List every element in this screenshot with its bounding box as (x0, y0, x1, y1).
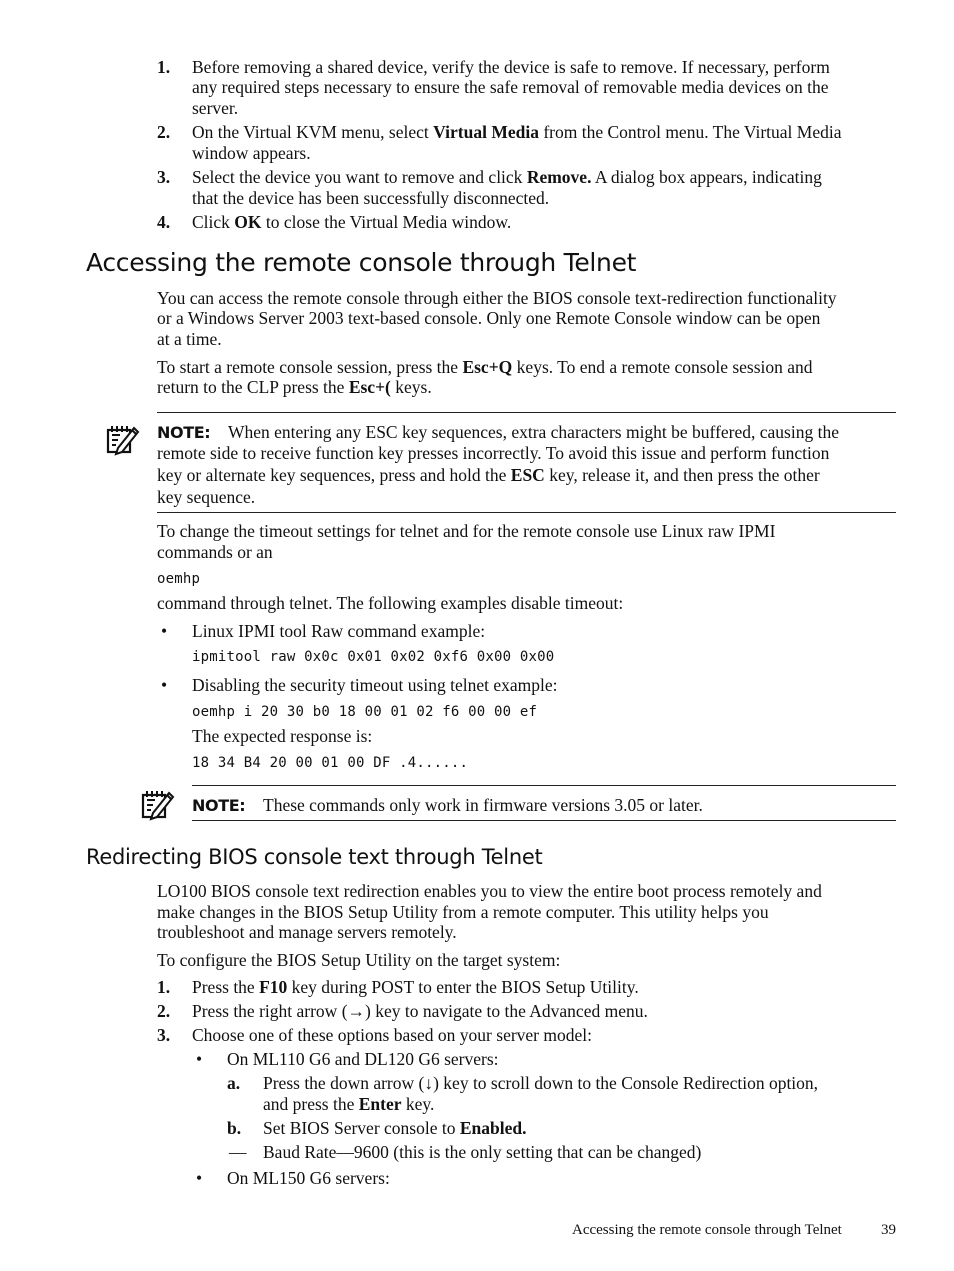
code-line: ipmitool raw 0x0c 0x01 0x02 0xf6 0x00 0x00 (192, 649, 555, 665)
step-text-line: that the device has been successfully disconnected. (192, 188, 550, 208)
note-text-line: key or alternate key sequences, press and hold the ESC key, release it, and then press the other (157, 465, 820, 485)
footer-title: Accessing the remote console through Telnet (572, 1222, 842, 1238)
step-text-line: window appears. (192, 143, 311, 163)
paragraph-line: To configure the BIOS Setup Utility on the target system: (157, 950, 561, 970)
step-number: 2. (157, 1001, 171, 1021)
paragraph-line: To start a remote console session, press the Esc+Q keys. To end a remote console session and (157, 357, 813, 377)
subsection-heading: Redirecting BIOS console text through Telnet (86, 845, 543, 869)
paragraph-line: at a time. (157, 329, 222, 349)
paragraph-line: command through telnet. The following examples disable timeout: (157, 593, 624, 613)
paragraph-line: The expected response is: (192, 726, 373, 746)
paragraph-line: commands or an (157, 542, 273, 562)
note-bottom-rule (157, 512, 896, 513)
note-label: NOTE: (192, 796, 246, 815)
note-icon (141, 789, 175, 826)
step-text-line: Before removing a shared device, verify the device is safe to remove. If necessary, perform (192, 57, 830, 77)
step-text-line: Press the right arrow (→) key to navigate to the Advanced menu. (192, 1001, 648, 1021)
bullet-mark: • (161, 675, 168, 695)
paragraph-line: or a Windows Server 2003 text-based console. Only one Remote Console window can be open (157, 308, 821, 328)
inline-code: oemhp (157, 571, 201, 587)
note-icon (106, 424, 140, 461)
substep-letter: a. (227, 1073, 241, 1093)
step-text-line: server. (192, 98, 239, 118)
step-text-line: On the Virtual KVM menu, select Virtual Media from the Control menu. The Virtual Media (192, 122, 842, 142)
note-text-line: remote side to receive function key presses incorrectly. To avoid this issue and perform function (157, 443, 830, 463)
step-number: 3. (157, 167, 171, 187)
dash-mark: — (229, 1142, 247, 1162)
note-label: NOTE: (157, 423, 211, 442)
bullet-text: Linux IPMI tool Raw command example: (192, 621, 486, 641)
step-text-line: Click OK to close the Virtual Media window. (192, 212, 512, 232)
step-number: 2. (157, 122, 171, 142)
note-text-line: When entering any ESC key sequences, extra characters might be buffered, causing the (228, 422, 839, 442)
substep-letter: b. (227, 1118, 242, 1138)
step-number: 3. (157, 1025, 171, 1045)
paragraph-line: make changes in the BIOS Setup Utility from a remote computer. This utility helps you (157, 902, 769, 922)
code-line: 18 34 B4 20 00 01 00 DF .4...... (192, 755, 469, 771)
bullet-mark: • (196, 1049, 203, 1069)
section-heading: Accessing the remote console through Telnet (86, 248, 637, 277)
paragraph-line: You can access the remote console through either the BIOS console text-redirection functionality (157, 288, 837, 308)
substep-text-line: and press the Enter key. (263, 1094, 435, 1114)
note-bottom-rule (192, 820, 896, 821)
page-number: 39 (881, 1222, 896, 1238)
step-text-line: Press the F10 key during POST to enter the BIOS Setup Utility. (192, 977, 639, 997)
step-number: 4. (157, 212, 171, 232)
bullet-mark: • (196, 1168, 203, 1188)
bullet-mark: • (161, 621, 168, 641)
paragraph-line: return to the CLP press the Esc+( keys. (157, 377, 432, 397)
step-text-line: Select the device you want to remove and click Remove. A dialog box appears, indicating (192, 167, 822, 187)
note-text-line: These commands only work in firmware versions 3.05 or later. (263, 795, 703, 815)
dash-text: Baud Rate—9600 (this is the only setting that can be changed) (263, 1142, 702, 1162)
substep-text-line: Press the down arrow (↓) key to scroll down to the Console Redirection option, (263, 1073, 819, 1093)
paragraph-line: LO100 BIOS console text redirection enables you to view the entire boot process remotely and (157, 881, 822, 901)
code-line: oemhp i 20 30 b0 18 00 01 02 f6 00 00 ef (192, 704, 538, 720)
note-top-rule (157, 412, 896, 413)
bullet-text: On ML110 G6 and DL120 G6 servers: (227, 1049, 499, 1069)
substep-text-line: Set BIOS Server console to Enabled. (263, 1118, 527, 1138)
note-text-line: key sequence. (157, 487, 256, 507)
paragraph-line: troubleshoot and manage servers remotely. (157, 922, 457, 942)
step-number: 1. (157, 977, 171, 997)
note-top-rule (192, 785, 896, 786)
step-text-line: Choose one of these options based on your server model: (192, 1025, 592, 1045)
bullet-text: On ML150 G6 servers: (227, 1168, 390, 1188)
bullet-text: Disabling the security timeout using telnet example: (192, 675, 558, 695)
step-text-line: any required steps necessary to ensure the safe removal of removable media devices on the (192, 77, 829, 97)
step-number: 1. (157, 57, 171, 77)
paragraph-line: To change the timeout settings for telnet and for the remote console use Linux raw IPMI (157, 521, 776, 541)
